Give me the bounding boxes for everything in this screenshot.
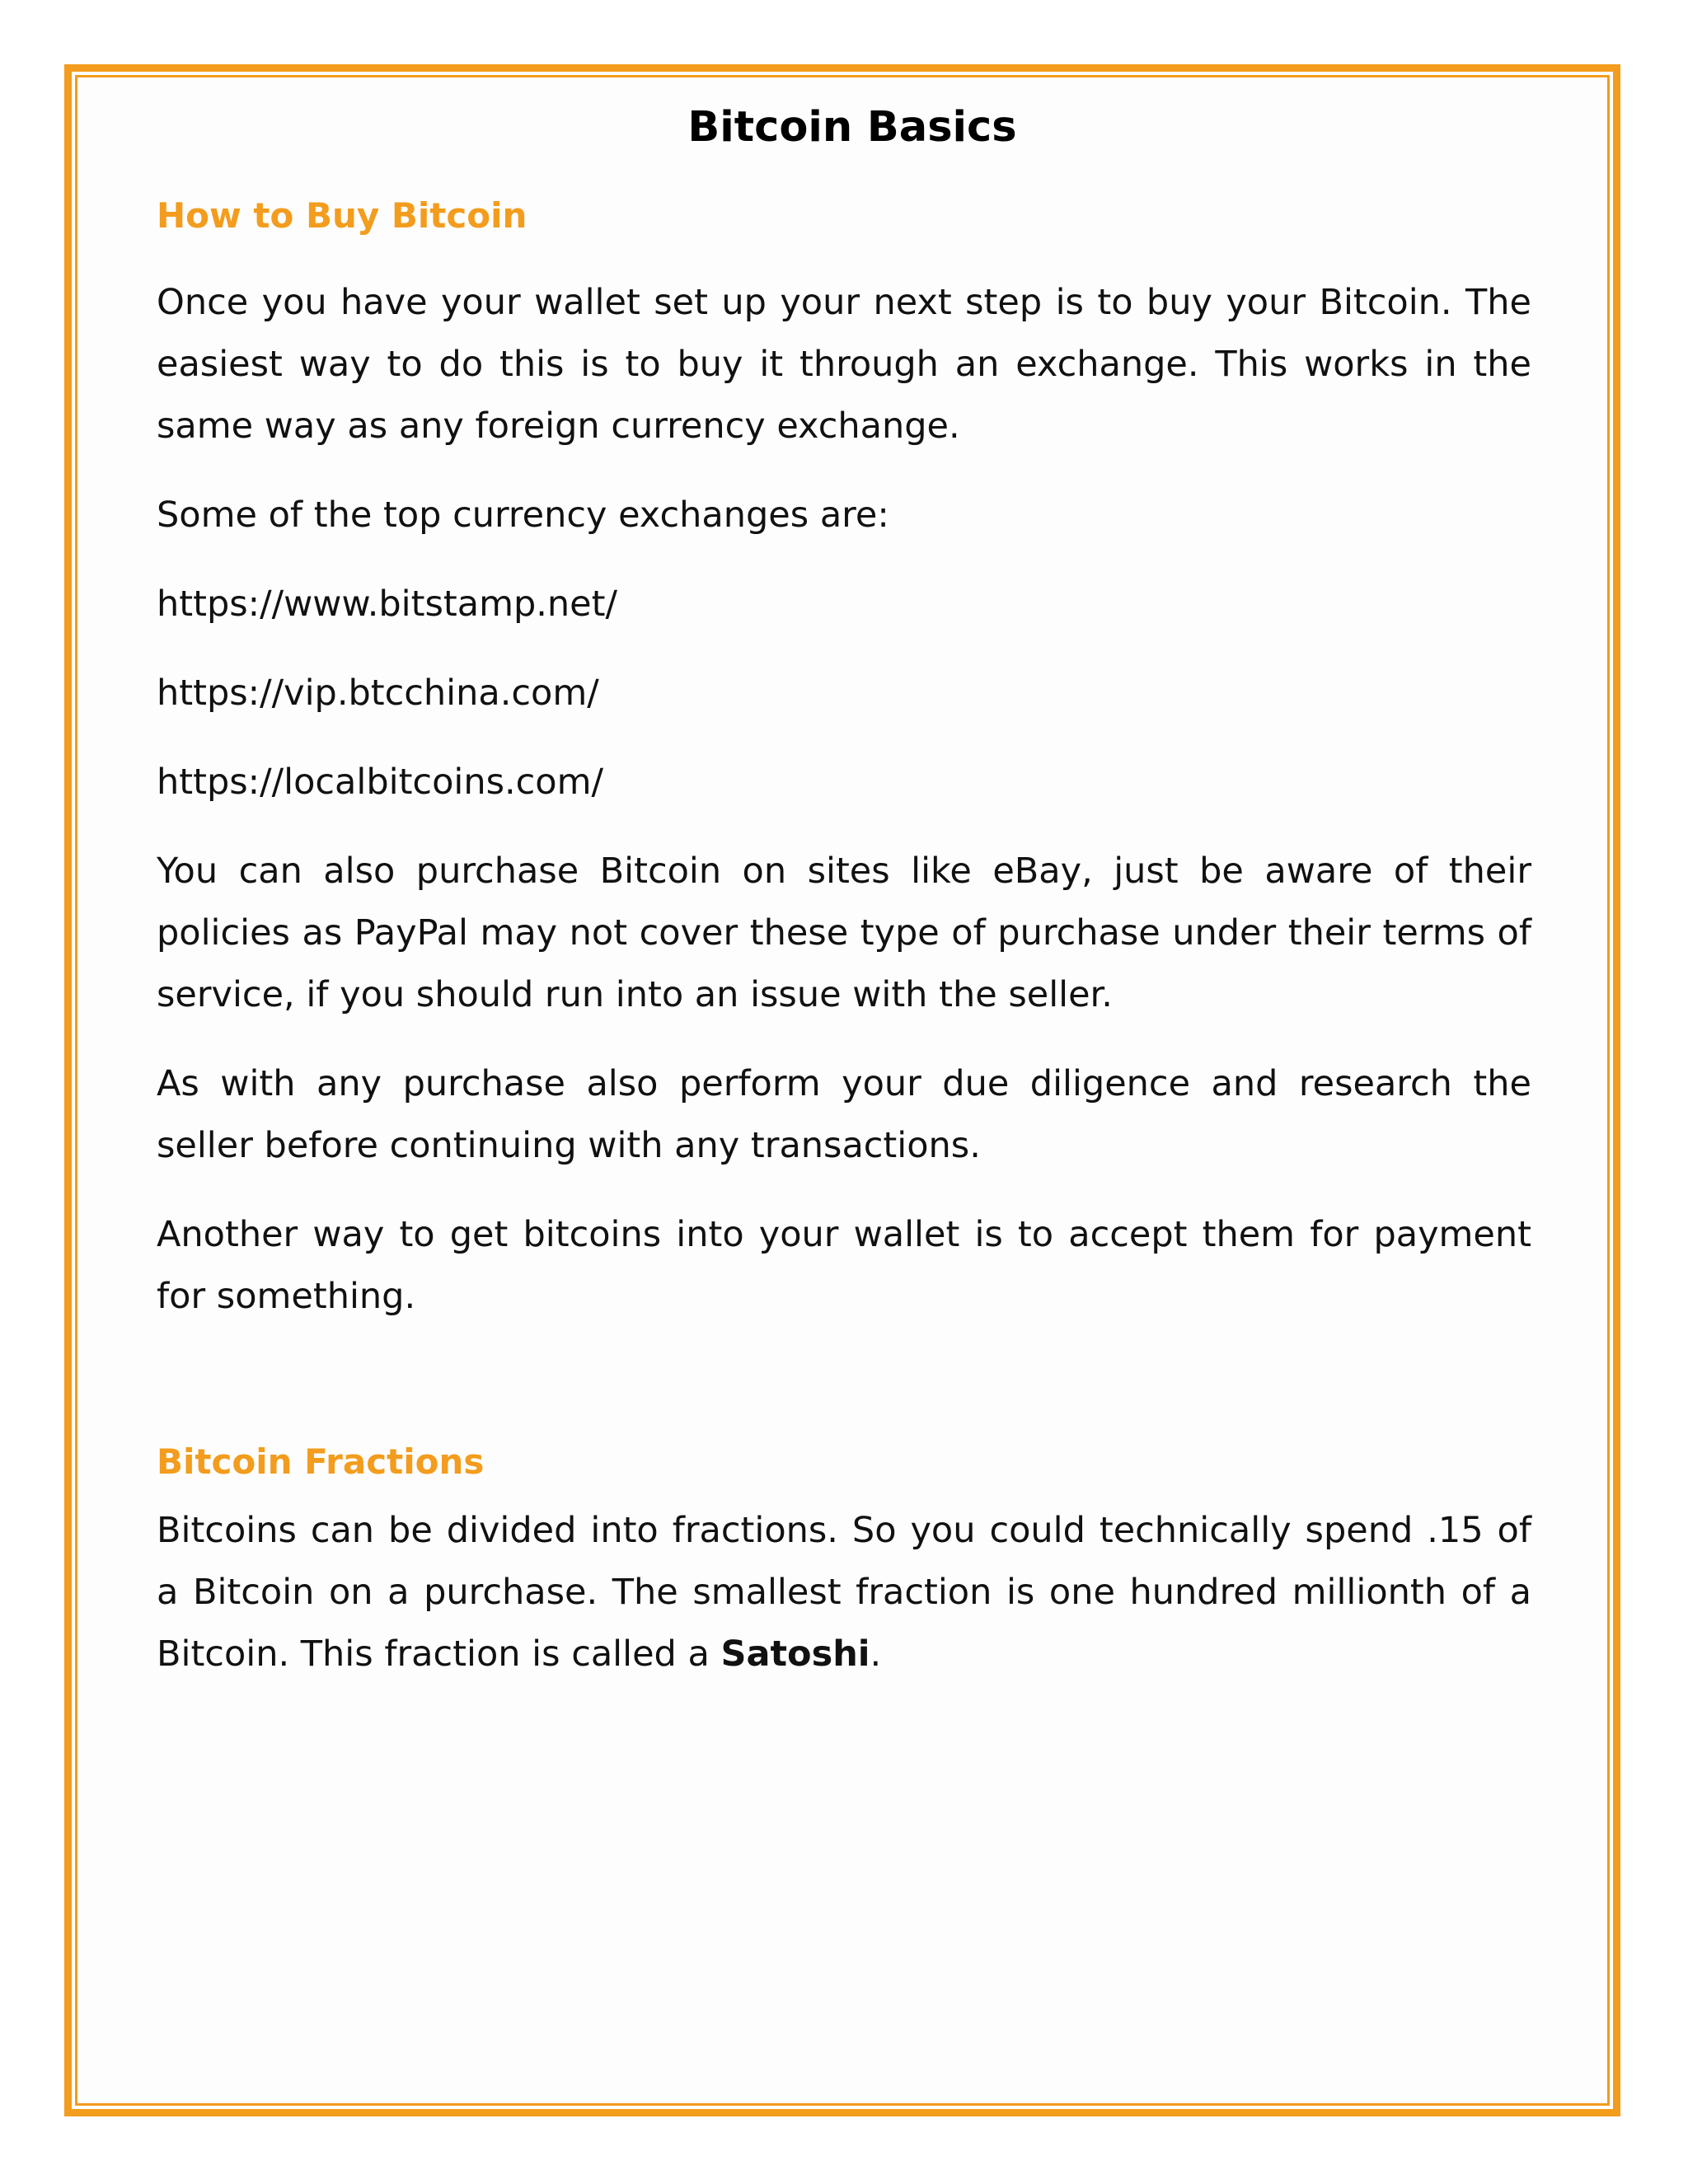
paragraph-fractions: [157, 1500, 1531, 1685]
paragraph-ebay: You can also purchase Bitcoin on sites like eBay, just be aware of their policies as PayPal may not cover these type of purchase under their terms of service, if you should run into an issue with the seller.: [157, 851, 1531, 1015]
paragraph-due-diligence: As with any purchase also perform your due diligence and research the seller before continuing with any transactions.: [157, 1063, 1531, 1166]
document-body: [157, 99, 1531, 1685]
satoshi-term: Satoshi: [720, 1633, 870, 1675]
fractions-text-end: .: [870, 1633, 882, 1675]
page-title: Bitcoin Basics: [687, 103, 1017, 152]
section-heading-how-to-buy: How to Buy Bitcoin: [157, 195, 528, 236]
exchange-link-btcchina[interactable]: https://vip.btcchina.com/: [157, 673, 599, 714]
paragraph-top-exchanges: Some of the top currency exchanges are:: [157, 494, 889, 536]
section-heading-fractions: Bitcoin Fractions: [157, 1441, 485, 1482]
paragraph-accept-payment: Another way to get bitcoins into your wallet is to accept them for payment for something.: [157, 1214, 1531, 1317]
exchange-link-bitstamp[interactable]: https://www.bitstamp.net/: [157, 583, 617, 625]
exchange-link-localbitcoins[interactable]: https://localbitcoins.com/: [157, 762, 603, 803]
paragraph-wallet-setup: Once you have your wallet set up your next step is to buy your Bitcoin. The easiest way to do this is to buy it through an exchange. This works in the same way as any foreign currency exchange.: [157, 282, 1531, 447]
fractions-text: Bitcoins can be divided into fractions. So you could technically spend .15 of a Bitcoin on a purchase. The smallest fraction is one hundred millionth of a Bitcoin. This fraction is called a: [157, 1510, 1531, 1675]
